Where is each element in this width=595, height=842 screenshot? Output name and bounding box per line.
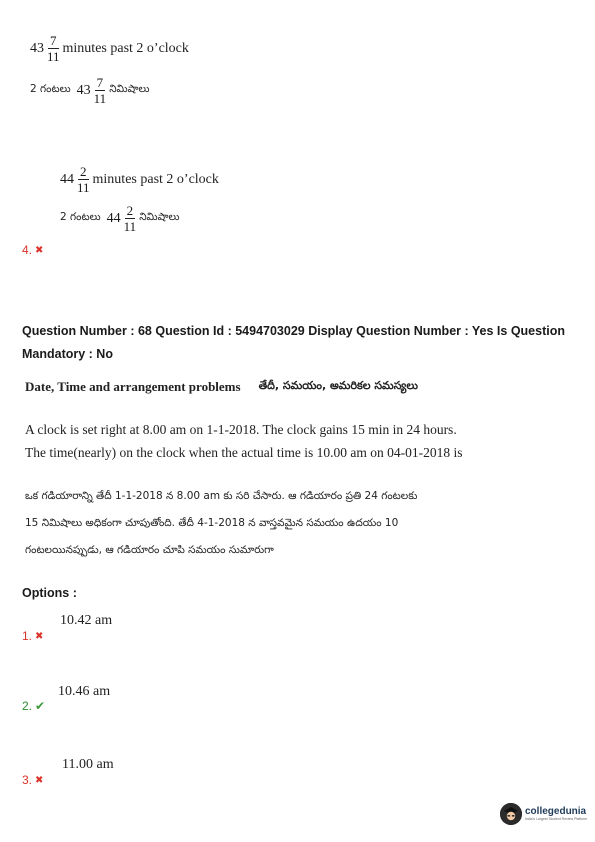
fraction-numerator: 7: [50, 33, 57, 48]
topic-english: Date, Time and arrangement problems: [25, 379, 241, 394]
option-2-label: [22, 699, 45, 713]
wrong-mark-icon: ✖: [35, 774, 44, 786]
question-text-en-line1: A clock is set right at 8.00 am on 1-1-2018. The clock gains 15 min in 24 hours.: [25, 422, 457, 437]
option-number: 2.: [22, 699, 33, 713]
prev-option4-whole: 44: [60, 171, 74, 187]
question-topic: [25, 379, 418, 395]
prev-option4-te-suffix: నిమిషాలు: [139, 211, 180, 223]
prev-option4-fraction: [75, 165, 92, 194]
fraction-denominator: 11: [123, 219, 137, 234]
fraction-numerator: 7: [96, 75, 104, 90]
option-2-text: 10.46 am: [58, 684, 111, 699]
prev-option4-te-fraction: [122, 204, 139, 233]
question-header-line1: Question Number : 68 Question Id : 5494703029 Display Question Number : Yes Is Question: [22, 324, 565, 338]
prev-option4-english: [60, 165, 219, 194]
option-number: 3.: [22, 773, 33, 787]
prev-option4-telugu: [60, 204, 180, 233]
fraction-numerator: 2: [80, 164, 87, 179]
fraction-denominator: 11: [47, 49, 60, 64]
wrong-mark-icon: ✖: [35, 630, 44, 642]
logo-tagline: India's Largest Student Review Platform: [525, 817, 588, 821]
question-text-te-line3: గంటలయినప్పుడు, ఆ గడియారం చూపి సమయం సుమారుగా: [25, 544, 274, 556]
logo-name: collegedunia: [525, 806, 587, 817]
prev-option3-te-fraction: [92, 76, 109, 105]
question-text-en-line2: The time(nearly) on the clock when the actual time is 10.00 am on 04-01-2018 is: [25, 445, 463, 460]
prev-option3-fraction: [45, 34, 62, 63]
logo-text: [525, 806, 587, 822]
wrong-mark-icon: ✖: [35, 244, 44, 256]
prev-option4-label: [22, 243, 43, 257]
collegedunia-logo: [500, 803, 587, 825]
fraction-denominator: 11: [77, 180, 90, 195]
option-1-label: [22, 629, 43, 643]
question-text-te-line2: 15 నిమిషాలు అధికంగా చూపుతోంది. తేదీ 4-1-2018 న వాస్తవమైన సమయం ఉదయం 10: [25, 517, 399, 529]
prev-option4-suffix: minutes past 2 o’clock: [92, 171, 219, 187]
graduate-avatar-icon: [500, 803, 522, 825]
topic-telugu: తేదీ, సమయం, అమరికల సమస్యలు: [258, 379, 418, 392]
option-1-text: 10.42 am: [60, 613, 113, 628]
option-3-text: 11.00 am: [62, 757, 114, 772]
prev-option3-te-suffix: నిమిషాలు: [109, 83, 150, 95]
prev-option3-te-whole: 43: [76, 82, 91, 98]
prev-option4-te-prefix: 2 గంటలు: [60, 211, 101, 223]
prev-option3-te-prefix: 2 గంటలు: [30, 83, 71, 95]
option-number: 1.: [22, 629, 33, 643]
prev-option3-english: [30, 34, 189, 63]
prev-option3-telugu: [30, 76, 150, 105]
correct-mark-icon: ✔: [35, 699, 46, 713]
question-text-te-line1: ఒక గడియారాన్ని తేదీ 1-1-2018 న 8.00 am కు సరి చేసారు. ఆ గడియారం ప్రతి 24 గంటలకు: [25, 490, 418, 502]
prev-option3-whole: 43: [30, 40, 44, 56]
options-label: Options :: [22, 586, 77, 600]
fraction-denominator: 11: [93, 91, 107, 106]
option-3-label: [22, 773, 43, 787]
prev-option4-te-whole: 44: [106, 210, 121, 226]
option-number: 4.: [22, 243, 33, 257]
question-header-line2: Mandatory : No: [22, 347, 113, 361]
fraction-numerator: 2: [126, 203, 134, 218]
prev-option3-suffix: minutes past 2 o’clock: [62, 40, 189, 56]
